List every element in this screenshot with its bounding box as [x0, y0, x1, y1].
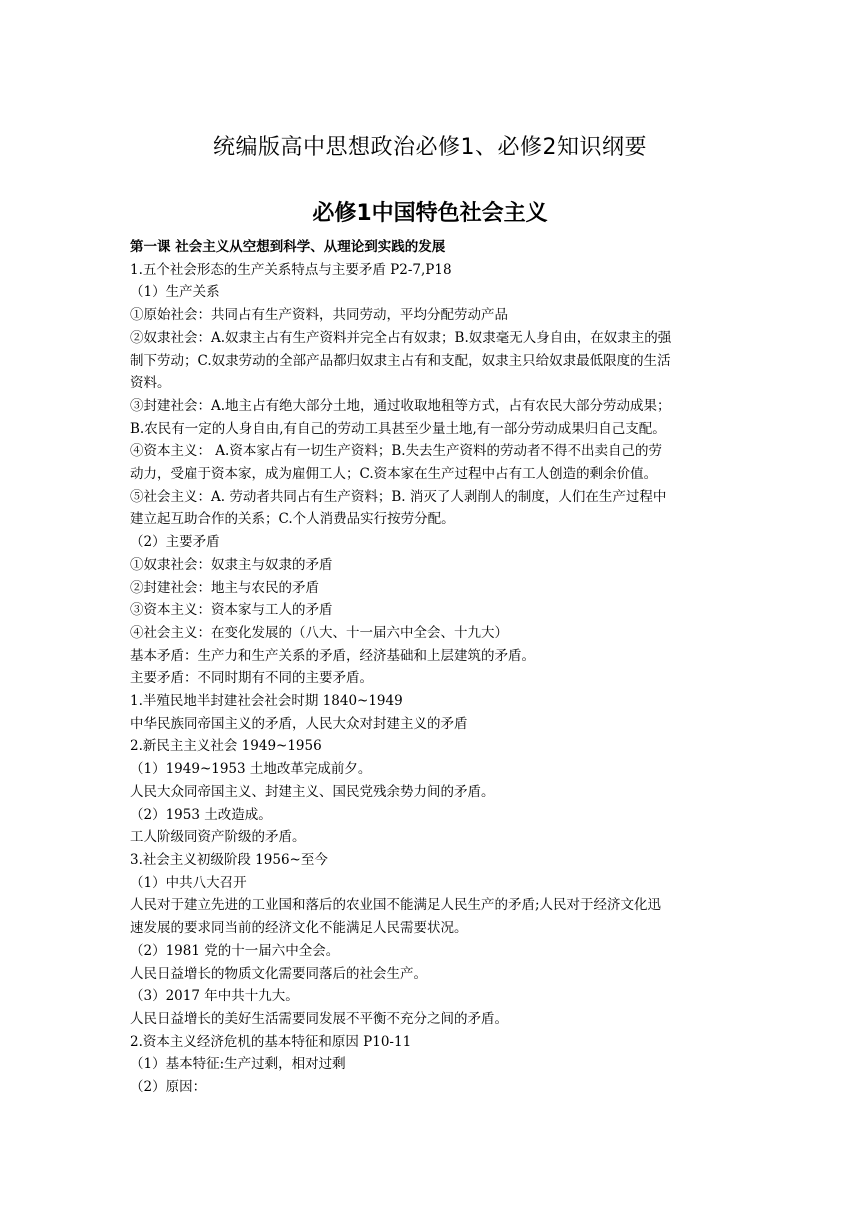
text-line: （2）主要矛盾 [130, 534, 220, 551]
text-line: （2）1953 土改造成。 [130, 806, 272, 823]
text-line: （2）1981 党的十一届六中全会。 [130, 942, 340, 959]
text-line: （1）生产关系 [130, 284, 220, 301]
text-line: ④资本主义： A.资本家占有一切生产资料；B.失去生产资料的劳动者不得不出卖自己的劳 [130, 443, 663, 460]
text-line: ③资本主义：资本家与工人的矛盾 [130, 602, 333, 619]
text-line: 速发展的要求同当前的经济文化不能满足人民需要状况。 [130, 920, 468, 937]
text-line: ⑤社会主义：A. 劳动者共同占有生产资料；B. 消灭了人剥削人的制度，人们在生产过程中 [130, 488, 667, 505]
text-line: （1）中共八大召开 [130, 874, 247, 891]
text-line: 人民对于建立先进的工业国和落后的农业国不能满足人民生产的矛盾;人民对于经济文化迅 [130, 897, 662, 914]
text-line: 制下劳动；C.奴隶劳动的全部产品都归奴隶主占有和支配，奴隶主只给奴隶最低限度的生活 [130, 352, 671, 369]
text-line: 人民大众同帝国主义、封建主义、国民党残余势力间的矛盾。 [130, 783, 495, 800]
text-line: 动力，受雇于资本家，成为雇佣工人；C.资本家在生产过程中占有工人创造的剩余价值。 [130, 466, 658, 483]
text-line: 基本矛盾：生产力和生产关系的矛盾，经济基础和上层建筑的矛盾。 [130, 647, 535, 664]
text-line: 主要矛盾：不同时期有不同的主要矛盾。 [130, 670, 373, 687]
text-line: ①原始社会：共同占有生产资料，共同劳动，平均分配劳动产品 [130, 307, 508, 324]
document-title: 统编版高中思想政治必修1、必修2知识纲要 [213, 135, 647, 160]
text-line: 资料。 [130, 375, 171, 392]
text-line: （1）1949~1953 土地改革完成前夕。 [130, 761, 372, 778]
text-line: ③封建社会：A.地主占有绝大部分土地，通过收取地租等方式，占有农民大部分劳动成果； [130, 397, 671, 414]
text-line: （3）2017 年中共十九大。 [130, 988, 299, 1005]
text-line: ①奴隶社会：奴隶主与奴隶的矛盾 [130, 556, 333, 573]
text-line: ②封建社会：地主与农民的矛盾 [130, 579, 319, 596]
text-line: 人民日益增长的美好生活需要同发展不平衡不充分之间的矛盾。 [130, 1010, 508, 1027]
document-body [130, 236, 734, 1099]
text-line: （1）基本特征:生产过剩，相对过剩 [130, 1056, 346, 1073]
document-subtitle: 必修1中国特色社会主义 [312, 201, 548, 226]
text-line: 2.新民主主义社会 1949~1956 [130, 738, 322, 755]
text-line: 1.五个社会形态的生产关系特点与主要矛盾 P2-7,P18 [130, 261, 452, 278]
text-line: ④社会主义：在变化发展的（八大、十一届六中全会、十九大） [130, 624, 508, 641]
text-line: B.农民有一定的人身自由,有自己的劳动工具甚至少量土地,有一部分劳动成果归自己支配。 [130, 420, 666, 437]
text-line: 工人阶级同资产阶级的矛盾。 [130, 829, 306, 846]
text-line: 人民日益增长的物质文化需要同落后的社会生产。 [130, 965, 427, 982]
lesson-heading: 第一课 社会主义从空想到科学、从理论到实践的发展 [130, 239, 446, 255]
text-line: 2.资本主义经济危机的基本特征和原因 P10-11 [130, 1033, 412, 1050]
text-line: 建立起互助合作的关系；C.个人消费品实行按劳分配。 [130, 511, 455, 528]
text-line: ②奴隶社会：A.奴隶主占有生产资料并完全占有奴隶；B.奴隶毫无人身自由，在奴隶主的强 [130, 329, 672, 346]
body-lines [130, 259, 734, 1099]
text-line: 中华民族同帝国主义的矛盾，人民大众对封建主义的矛盾 [130, 715, 468, 732]
text-line: （2）原因： [130, 1079, 207, 1096]
text-line: 3.社会主义初级阶段 1956~至今 [130, 851, 328, 868]
text-line: 1.半殖民地半封建社会社会时期 1840~1949 [130, 693, 403, 710]
